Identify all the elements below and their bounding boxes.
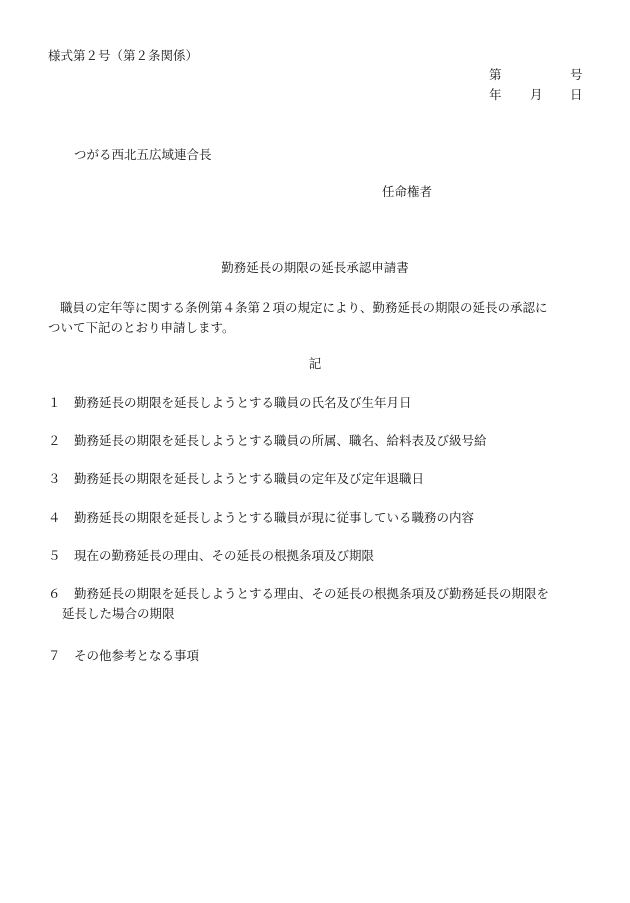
item-text: 勤務延長の期限を延長しようとする理由、その延長の根拠条項及び勤務延長の期限を	[74, 586, 550, 601]
form-number: 様式第２号（第２条関係）	[48, 48, 199, 63]
number-suffix: 号	[570, 67, 583, 82]
item-number: ７	[48, 648, 61, 663]
ki-heading: 記	[308, 356, 322, 371]
item-text: その他参考となる事項	[74, 648, 200, 663]
item-number: ３	[48, 471, 61, 486]
appointer: 任命権者	[382, 184, 433, 199]
body-line-2: ついて下記のとおり申請します。	[48, 320, 235, 335]
item-text: 勤務延長の期限を延長しようとする職員の氏名及び生年月日	[74, 395, 412, 410]
item-number: ５	[48, 548, 61, 563]
item-text: 勤務延長の期限を延長しようとする職員の所属、職名、給料表及び級号給	[74, 433, 487, 448]
body-line-1-text: 職員の定年等に関する条例第４条第２項の規定により、勤務延長の期限の延長の承認に	[60, 300, 548, 315]
body-paragraph	[48, 298, 588, 338]
date-day: 日	[570, 87, 583, 102]
number-prefix: 第	[489, 67, 502, 82]
item-number: １	[48, 395, 61, 410]
document-title: 勤務延長の期限の延長承認申請書	[221, 260, 409, 275]
item-text: 勤務延長の期限を延長しようとする職員の定年及び定年退職日	[74, 471, 425, 486]
item-number: ６	[48, 586, 61, 601]
addressee: つがる西北五広域連合長	[74, 147, 212, 162]
item-text: 現在の勤務延長の理由、その延長の根拠条項及び期限	[74, 548, 375, 563]
body-line-1	[48, 298, 588, 318]
date-year: 年	[489, 87, 502, 102]
date-month: 月	[530, 87, 543, 102]
item-text-continuation: 延長した場合の期限	[62, 606, 175, 621]
item-number: ４	[48, 510, 61, 525]
item-number: ２	[48, 433, 61, 448]
item-text: 勤務延長の期限を延長しようとする職員が現に従事している職務の内容	[74, 510, 475, 525]
